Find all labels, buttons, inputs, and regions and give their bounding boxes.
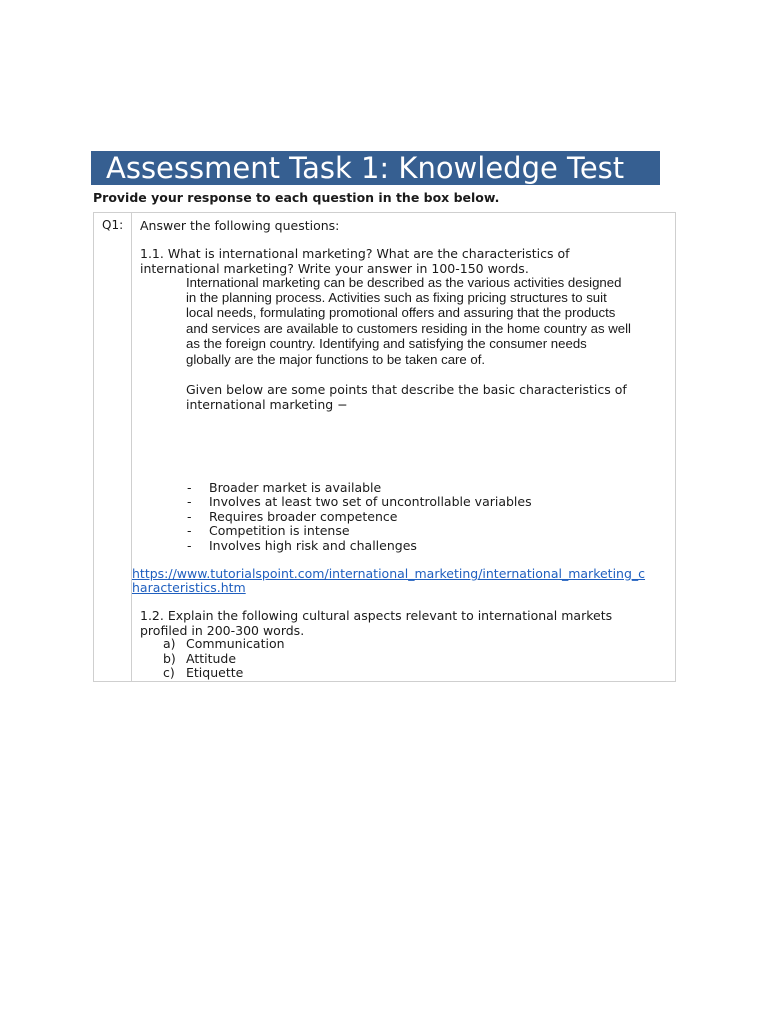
list-marker: a): [163, 636, 176, 651]
list-item: Involves at least two set of uncontrollable variables: [209, 494, 532, 509]
reference-link[interactable]: https://www.tutorialspoint.com/international_marketing/international_marketing_c: [132, 566, 646, 581]
question-1-2-line-2: profiled in 200-300 words.: [140, 623, 305, 638]
list-marker: b): [163, 651, 176, 666]
points-intro-line: international marketing −: [186, 397, 348, 412]
list-item: Attitude: [186, 651, 237, 666]
answer-line: International marketing can be described as the various activities designed: [186, 275, 622, 290]
list-item: Competition is intense: [209, 523, 350, 538]
list-item: Involves high risk and challenges: [209, 538, 417, 553]
list-item: Requires broader competence: [209, 509, 398, 524]
question-intro: Answer the following questions:: [140, 218, 340, 233]
question-1-1-line-1: 1.1. What is international marketing? What are the characteristics of: [140, 246, 570, 261]
list-item: Etiquette: [186, 665, 244, 680]
bullet-marker: -: [187, 509, 192, 524]
question-1-2-line-1: 1.2. Explain the following cultural aspects relevant to international markets: [140, 608, 613, 623]
answer-line: globally are the major functions to be taken care of.: [186, 352, 486, 367]
bullet-marker: -: [187, 523, 192, 538]
list-marker: c): [163, 665, 175, 680]
answer-line: local needs, formulating promotional offers and assuring that the products: [186, 305, 616, 320]
question-number-cell: [94, 213, 132, 681]
bullet-marker: -: [187, 538, 192, 553]
instruction-text: Provide your response to each question in the box below.: [93, 190, 500, 205]
points-intro-line: Given below are some points that describe the basic characteristics of: [186, 382, 627, 397]
page-title: Assessment Task 1: Knowledge Test: [91, 151, 660, 185]
bullet-marker: -: [187, 480, 192, 495]
reference-link[interactable]: haracteristics.htm: [132, 580, 246, 595]
question-1-1-line-2: international marketing? Write your answer in 100-150 words.: [140, 261, 529, 276]
bullet-marker: -: [187, 494, 192, 509]
answer-line: and services are available to customers residing in the home country as well: [186, 321, 631, 336]
list-item: Communication: [186, 636, 285, 651]
list-item: Broader market is available: [209, 480, 382, 495]
question-box: [93, 212, 676, 682]
answer-line: in the planning process. Activities such as fixing pricing structures to suit: [186, 290, 607, 305]
question-number: Q1:: [102, 218, 124, 232]
answer-line: as the foreign country. Identifying and satisfying the consumer needs: [186, 336, 587, 351]
